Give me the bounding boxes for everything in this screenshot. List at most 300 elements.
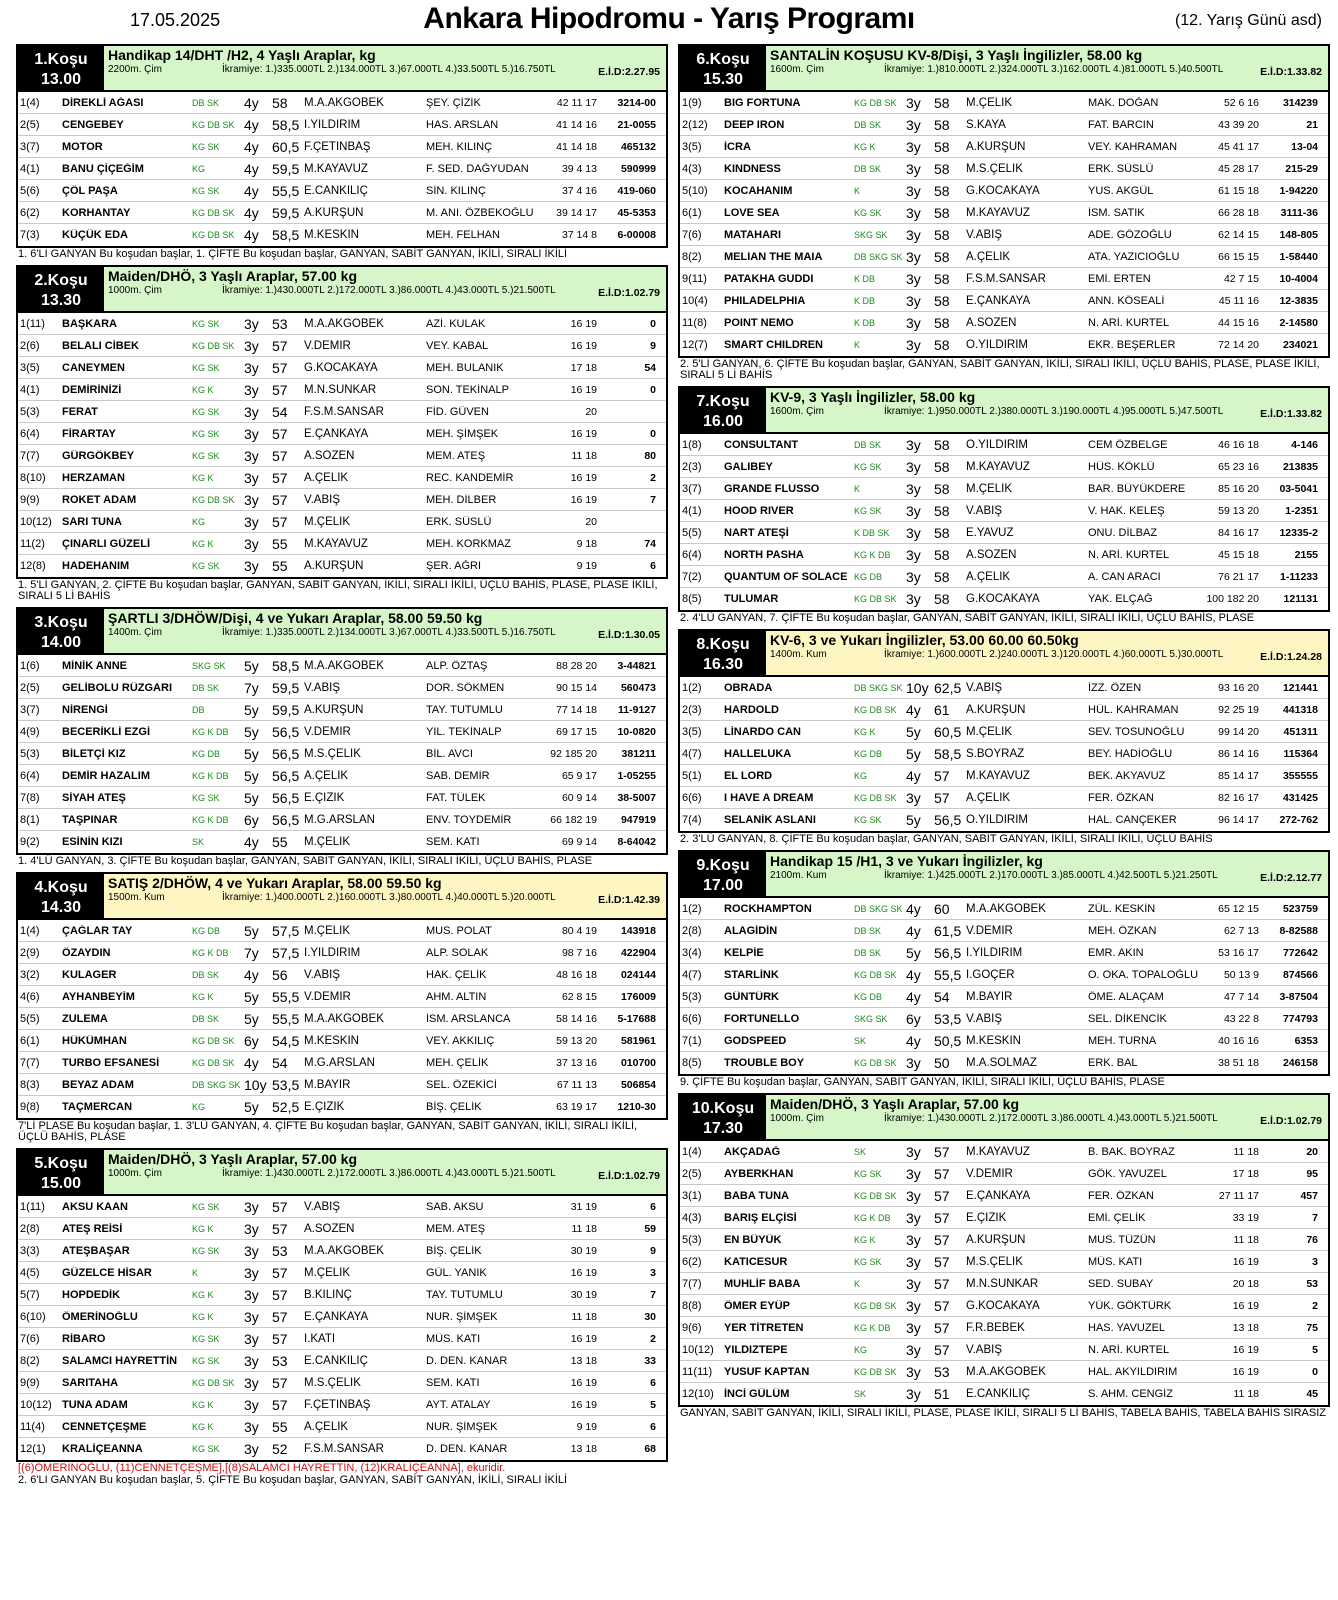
horse-name: TAŞPINAR xyxy=(62,813,118,826)
form-stats: 45 41 17 xyxy=(1218,140,1259,153)
equipment: KG SK xyxy=(854,1256,882,1267)
runner-row xyxy=(18,401,666,423)
horse-age: 3y xyxy=(244,535,259,552)
runner-number: 3(4) xyxy=(682,946,702,959)
runner-row xyxy=(680,787,1328,809)
jockey: İ.KATI xyxy=(304,1332,336,1345)
horse-age: 5y xyxy=(244,922,259,939)
equipment: SK xyxy=(854,1146,867,1157)
program-date: 17.05.2025 xyxy=(130,10,221,30)
trainer: FAT. BARCIN xyxy=(1088,118,1154,131)
equipment: KG SK xyxy=(192,141,220,152)
form-stats: 30 19 xyxy=(570,1244,597,1257)
horse-age: 3y xyxy=(906,1187,921,1204)
weight: 50 xyxy=(934,1055,950,1071)
jockey: M.A.AKGÖBEK xyxy=(304,1244,384,1257)
jockey: M.ÇELİK xyxy=(966,482,1013,495)
race-info xyxy=(766,388,1328,432)
runner-row xyxy=(18,202,666,224)
runner-row xyxy=(18,555,666,577)
jockey: A.SÖZEN xyxy=(304,449,355,462)
runner-list xyxy=(16,92,668,248)
runner-number: 1(8) xyxy=(682,438,702,451)
runner-number: 7(6) xyxy=(682,228,702,241)
horse-age: 4y xyxy=(244,966,259,983)
runner-row xyxy=(18,1262,666,1284)
horse-age: 3y xyxy=(906,546,921,563)
horse-name: DEMİR HAZALIM xyxy=(62,769,150,782)
runner-number: 5(3) xyxy=(682,990,702,1003)
jockey: M.G.ARSLAN xyxy=(304,813,375,826)
last-races: 21-0055 xyxy=(617,118,656,131)
trainer: CEM ÖZBELGE xyxy=(1088,438,1168,451)
jockey: Ö.YILDIRIM xyxy=(966,438,1028,451)
form-stats: 72 14 20 xyxy=(1218,339,1259,351)
runner-row xyxy=(18,1416,666,1438)
jockey: V.ABİŞ xyxy=(304,968,341,981)
last-races: 441318 xyxy=(1282,703,1318,716)
trainer: SAB. AKSU xyxy=(426,1200,484,1213)
last-races: 2 xyxy=(650,1332,656,1345)
horse-age: 3y xyxy=(244,1286,259,1303)
form-stats: 16 19 xyxy=(570,339,597,352)
trainer: VEY. KABAL xyxy=(426,339,489,352)
last-races: 1-2351 xyxy=(1285,504,1318,517)
last-races: 215-29 xyxy=(1285,162,1318,175)
runner-list xyxy=(678,898,1330,1076)
weight: 58 xyxy=(934,182,950,199)
last-races: 1-05255 xyxy=(617,769,656,782)
last-races: 80 xyxy=(644,449,656,462)
runner-row xyxy=(680,268,1328,290)
last-races: 431425 xyxy=(1282,791,1318,804)
form-stats: 11 18 xyxy=(571,449,597,462)
runner-number: 2(5) xyxy=(20,118,40,131)
weight: 57,5 xyxy=(272,922,300,939)
horse-age: 3y xyxy=(906,1275,921,1292)
form-stats: 47 7 14 xyxy=(1223,990,1259,1003)
horse-age: 4y xyxy=(244,204,259,221)
equipment: KG SK xyxy=(854,461,882,472)
race-record: E.İ.D:1.33.82 xyxy=(1260,408,1322,420)
trainer: MEM. ATEŞ xyxy=(426,449,486,462)
runner-number: 3(5) xyxy=(20,361,40,374)
runner-row xyxy=(680,721,1328,743)
runner-row xyxy=(680,588,1328,610)
last-races: 1-58440 xyxy=(1279,250,1318,263)
form-stats: 86 14 16 xyxy=(1218,747,1259,760)
runner-number: 6(1) xyxy=(682,206,702,219)
weight: 56,5 xyxy=(934,944,962,961)
trainer: YIL. TEKİNALP xyxy=(426,725,502,738)
weight: 58 xyxy=(934,116,950,133)
runner-row xyxy=(680,334,1328,356)
last-races: 3 xyxy=(1312,1255,1318,1268)
race-category: KV-9, 3 Yaşlı İngilizler, 58.00 kg xyxy=(770,389,976,405)
weight: 57 xyxy=(272,491,288,508)
equipment: KG DB xyxy=(854,748,883,759)
jockey: S.KAYA xyxy=(966,118,1006,131)
runner-row xyxy=(18,158,666,180)
jockey: E.ÇİZİK xyxy=(966,1211,1007,1224)
runner-row xyxy=(680,434,1328,456)
equipment: KG SK xyxy=(192,1355,220,1366)
weight: 57 xyxy=(272,425,288,442)
horse-name: ÇINARLI GÜZELİ xyxy=(62,537,150,550)
horse-age: 6y xyxy=(244,811,259,828)
horse-name: KRALİÇEANNA xyxy=(62,1443,143,1455)
runner-row xyxy=(18,445,666,467)
horse-age: 4y xyxy=(244,227,259,243)
form-stats: 13 18 xyxy=(570,1443,597,1455)
last-races: 6 xyxy=(650,1200,656,1213)
form-stats: 93 16 20 xyxy=(1218,681,1259,694)
form-stats: 16 19 xyxy=(1232,1299,1259,1312)
trainer: MEH. ŞİMŞEK xyxy=(426,427,499,440)
horse-name: TROUBLE BOY xyxy=(724,1057,805,1069)
weight: 57 xyxy=(934,1231,950,1248)
last-races: 560473 xyxy=(620,681,656,694)
weight: 58 xyxy=(934,138,950,155)
trainer: TAY. TUTUMLU xyxy=(426,703,503,716)
runner-number: 2(9) xyxy=(20,946,40,959)
horse-age: 5y xyxy=(244,723,259,740)
horse-name: BELALI CİBEK xyxy=(62,339,139,352)
last-races: 419-060 xyxy=(617,184,656,197)
trainer: YAK. ELÇAĞ xyxy=(1088,593,1153,605)
runner-number: 1(2) xyxy=(682,902,702,915)
runner-number: 7(1) xyxy=(682,1034,702,1047)
equipment: KG K xyxy=(192,1399,214,1410)
horse-name: ÖMER EYÜP xyxy=(724,1299,791,1312)
betting-note: 2. 3'LÜ GANYAN, 8. ÇİFTE Bu koşudan başlar, GANYAN, SABİT GANYAN, İKİLİ, SIRALI İKİLİ, ÜÇLÜ BAHİS xyxy=(680,833,1213,845)
trainer: MÜS. KATI xyxy=(426,1332,481,1345)
runner-number: 5(3) xyxy=(20,405,40,418)
equipment: SK xyxy=(192,837,205,847)
form-stats: 46 16 18 xyxy=(1218,438,1259,451)
race-distance: 1000m. Çim xyxy=(770,1113,824,1124)
weight: 58 xyxy=(934,458,950,475)
jockey: M.KESKİN xyxy=(304,229,359,241)
weight: 57 xyxy=(272,469,288,486)
form-stats: 20 18 xyxy=(1232,1277,1259,1290)
page-header xyxy=(0,0,1338,42)
runner-number: 1(2) xyxy=(682,681,702,694)
runner-number: 8(5) xyxy=(682,593,702,605)
race-info xyxy=(766,46,1328,90)
runner-number: 4(7) xyxy=(682,968,702,981)
runner-row xyxy=(18,699,666,721)
equipment: KG xyxy=(854,770,868,781)
equipment: KG SK xyxy=(854,505,882,516)
horse-age: 3y xyxy=(906,1319,921,1336)
trainer: MEH. BULANIK xyxy=(426,361,504,374)
runner-row xyxy=(18,1328,666,1350)
jockey: F.S.M.SANSAR xyxy=(304,405,384,418)
weight: 57,5 xyxy=(272,944,300,961)
race-number-box xyxy=(680,388,766,432)
race-distance: 1500m. Kum xyxy=(108,892,165,903)
form-stats: 37 13 16 xyxy=(556,1056,597,1069)
horse-name: NORTH PASHA xyxy=(724,548,804,561)
trainer: MEH. DİLBER xyxy=(426,493,497,506)
race-block xyxy=(678,1093,1330,1422)
horse-age: 4y xyxy=(906,922,921,939)
horse-name: NART ATEŞİ xyxy=(724,526,789,539)
horse-age: 3y xyxy=(244,513,259,530)
runner-list xyxy=(16,1196,668,1462)
jockey: G.KOCAKAYA xyxy=(966,184,1040,197)
runner-row xyxy=(680,500,1328,522)
race-number: 9.Koşu xyxy=(696,857,750,874)
runner-row xyxy=(680,522,1328,544)
runner-row xyxy=(18,224,666,246)
form-stats: 92 25 19 xyxy=(1218,703,1259,716)
weight: 57 xyxy=(272,513,288,530)
form-stats: 11 18 xyxy=(1233,1145,1259,1158)
jockey: E.ÇANKAYA xyxy=(966,294,1031,307)
runner-number: 10(4) xyxy=(682,294,708,307)
trainer: ÖME. ALAÇAM xyxy=(1088,990,1164,1003)
equipment: KG xyxy=(192,1102,206,1112)
equipment: KG DB SK xyxy=(192,1377,235,1388)
runner-row xyxy=(680,312,1328,334)
jockey: B.KILINÇ xyxy=(304,1288,352,1301)
equipment: K xyxy=(854,1278,861,1289)
jockey: M.S.ÇELİK xyxy=(304,1376,361,1389)
trainer: ZÜL. KESKİN xyxy=(1088,902,1156,915)
horse-name: AYHANBEYİM xyxy=(62,990,135,1003)
equipment: KG SK xyxy=(192,1245,220,1256)
horse-name: RİBARO xyxy=(62,1332,106,1345)
race-record: E.İ.D:1.42.39 xyxy=(598,894,660,906)
trainer: EMR. AKIN xyxy=(1088,946,1144,959)
horse-name: KATICESUR xyxy=(724,1255,788,1268)
horse-age: 5y xyxy=(244,701,259,718)
weight: 59,5 xyxy=(272,701,300,718)
runner-number: 6(6) xyxy=(682,791,702,804)
trainer: REC. KANDEMİR xyxy=(426,471,514,484)
equipment: KG SK xyxy=(854,815,882,825)
horse-age: 4y xyxy=(244,182,259,199)
weight: 53 xyxy=(272,1242,288,1259)
race-number: 2.Koşu xyxy=(34,272,88,289)
last-races: 6 xyxy=(650,1420,656,1433)
equipment: DB SKG SK xyxy=(192,1079,241,1090)
last-races: 6 xyxy=(650,560,656,572)
race-record: E.İ.D:2.12.77 xyxy=(1260,872,1322,884)
trainer: MAK. DOĞAN xyxy=(1088,96,1159,109)
weight: 56,5 xyxy=(272,767,300,784)
runner-number: 1(6) xyxy=(20,659,40,672)
equipment: KG K xyxy=(192,991,214,1002)
race-number: 6.Koşu xyxy=(696,51,750,68)
equipment: KG K xyxy=(192,1421,214,1432)
horse-name: ZULEMA xyxy=(62,1012,108,1025)
runner-row xyxy=(680,1361,1328,1383)
race-record: E.İ.D:1.33.82 xyxy=(1260,66,1322,78)
jockey: F.S.M.SANSAR xyxy=(304,1443,384,1455)
race-number-box xyxy=(18,609,104,653)
trainer: O. OKA. TOPALOĞLU xyxy=(1088,968,1199,981)
runner-row xyxy=(680,898,1328,920)
trainer: HAL. AKYILDIRIM xyxy=(1088,1365,1178,1378)
trainer: HAL. CANÇEKER xyxy=(1088,814,1177,826)
horse-name: TURBO EFSANESİ xyxy=(62,1056,160,1069)
equipment: KG xyxy=(192,516,206,527)
runner-row xyxy=(680,1141,1328,1163)
runner-row xyxy=(18,533,666,555)
weight: 57 xyxy=(272,381,288,398)
weight: 57 xyxy=(934,1187,950,1204)
horse-age: 3y xyxy=(906,337,921,353)
weight: 55 xyxy=(272,834,288,850)
horse-age: 3y xyxy=(244,1352,259,1369)
runner-row xyxy=(680,202,1328,224)
equipment: KG K DB xyxy=(854,1212,891,1223)
runner-number: 6(4) xyxy=(682,548,702,561)
weight: 55 xyxy=(272,1418,288,1435)
equipment: KG xyxy=(854,1344,868,1355)
race-time: 17.00 xyxy=(702,877,744,894)
form-stats: 11 18 xyxy=(571,1222,597,1235)
equipment: KG K DB xyxy=(854,1322,891,1333)
race-time: 13.30 xyxy=(40,292,82,309)
horse-age: 3y xyxy=(906,94,921,111)
jockey: M.KAYAVUZ xyxy=(966,460,1030,473)
equipment: DB SK xyxy=(854,163,882,174)
form-stats: 99 14 20 xyxy=(1218,725,1259,738)
horse-age: 6y xyxy=(244,1032,259,1049)
trainer: MÜS. KATI xyxy=(1088,1255,1143,1268)
last-races: 3111-36 xyxy=(1280,206,1318,219)
runner-row xyxy=(680,1273,1328,1295)
runner-number: 4(9) xyxy=(20,725,40,738)
jockey: V.DEMİR xyxy=(304,725,351,738)
last-races: 3 xyxy=(650,1266,656,1279)
last-races: 234021 xyxy=(1282,339,1318,351)
last-races: 2155 xyxy=(1294,548,1318,561)
runner-number: 4(6) xyxy=(20,990,40,1003)
weight: 56,5 xyxy=(934,812,962,828)
horse-name: MİNİK ANNE xyxy=(62,659,127,672)
trainer: SEV. TOSUNOĞLU xyxy=(1088,725,1185,738)
last-races: 68 xyxy=(644,1443,656,1455)
runner-list xyxy=(678,1141,1330,1407)
horse-age: 3y xyxy=(244,447,259,464)
trainer: FAT. TÜLEK xyxy=(426,791,486,804)
equipment: KG DB xyxy=(192,748,221,759)
form-stats: 66 182 19 xyxy=(550,813,597,826)
weight: 57 xyxy=(934,767,950,784)
runner-number: 5(3) xyxy=(20,747,40,760)
jockey: S.BOYRAZ xyxy=(966,747,1025,760)
jockey: V.ABİŞ xyxy=(304,681,341,694)
jockey: E.YAVUZ xyxy=(966,526,1014,539)
runner-row xyxy=(680,1030,1328,1052)
runner-number: 2(5) xyxy=(682,1167,702,1180)
runner-number: 11(8) xyxy=(682,316,707,329)
weight: 58,5 xyxy=(934,745,962,762)
form-stats: 45 11 16 xyxy=(1218,294,1259,307)
weight: 59,5 xyxy=(272,160,300,177)
horse-name: I HAVE A DREAM xyxy=(724,791,814,804)
runner-number: 5(6) xyxy=(20,184,40,197)
last-races: 2 xyxy=(1312,1299,1318,1312)
runner-number: 8(5) xyxy=(682,1057,702,1069)
equipment: KG DB SK xyxy=(854,97,897,108)
race-block xyxy=(16,265,668,605)
race-header xyxy=(16,265,668,313)
weight: 55,5 xyxy=(934,966,962,983)
race-info xyxy=(766,852,1328,896)
horse-age: 4y xyxy=(244,94,259,111)
horse-name: PHILADELPHIA xyxy=(724,294,806,307)
equipment: KG K xyxy=(192,538,214,549)
last-races: 246158 xyxy=(1282,1057,1318,1069)
horse-name: İCRA xyxy=(724,140,751,153)
form-stats: 63 19 17 xyxy=(556,1101,597,1113)
race-number: 4.Koşu xyxy=(34,879,88,896)
runner-number: 3(1) xyxy=(682,1189,702,1202)
runner-row xyxy=(18,920,666,942)
race-block xyxy=(16,872,668,1146)
jockey: İ.YILDIRIM xyxy=(966,946,1023,959)
trainer: MEH. KILINÇ xyxy=(426,140,493,153)
weight: 61,5 xyxy=(934,922,962,939)
weight: 53,5 xyxy=(934,1010,962,1027)
weight: 55 xyxy=(272,558,288,574)
horse-age: 3y xyxy=(906,116,921,133)
runner-row xyxy=(18,511,666,533)
last-races: 38-5007 xyxy=(617,791,656,804)
weight: 58,5 xyxy=(272,227,300,243)
race-category: Handikap 15 /H1, 3 ve Yukarı İngilizler, kg xyxy=(770,853,1043,869)
horse-name: CANEYMEN xyxy=(62,361,125,374)
trainer: ŞEY. ÇİZİK xyxy=(426,96,481,109)
horse-age: 3y xyxy=(244,469,259,486)
jockey: A.SÖZEN xyxy=(304,1222,355,1235)
form-stats: 11 18 xyxy=(1233,1388,1259,1400)
horse-age: 3y xyxy=(244,1330,259,1347)
jockey: İ.YILDIRIM xyxy=(304,118,361,131)
runner-number: 7(7) xyxy=(20,1056,40,1069)
runner-row xyxy=(18,467,666,489)
form-stats: 33 19 xyxy=(1232,1211,1259,1224)
equipment: KG SK xyxy=(192,1333,220,1344)
horse-age: 6y xyxy=(906,1010,921,1027)
equipment: KG DB SK xyxy=(854,1190,897,1201)
weight: 58 xyxy=(934,546,950,563)
runner-number: 1(11) xyxy=(20,317,45,330)
runner-number: 9(9) xyxy=(20,1376,40,1389)
weight: 57 xyxy=(272,337,288,354)
weight: 57 xyxy=(934,1319,950,1336)
runner-number: 9(6) xyxy=(682,1321,702,1334)
runner-row xyxy=(18,1240,666,1262)
form-stats: 40 16 16 xyxy=(1218,1034,1259,1047)
race-category: SANTALİN KOŞUSU KV-8/Dişi, 3 Yaşlı İngilizler, 58.00 kg xyxy=(770,47,1143,63)
jockey: V.DEMİR xyxy=(966,924,1013,937)
weight: 61 xyxy=(934,701,950,718)
horse-age: 4y xyxy=(906,701,921,718)
horse-name: GRANDE FLUSSO xyxy=(724,482,820,495)
jockey: A.SÖZEN xyxy=(966,548,1017,561)
equipment: KG DB SK xyxy=(192,1057,235,1068)
form-stats: 85 14 17 xyxy=(1218,769,1259,782)
runner-number: 8(1) xyxy=(20,813,40,826)
last-races: 176009 xyxy=(620,990,656,1003)
